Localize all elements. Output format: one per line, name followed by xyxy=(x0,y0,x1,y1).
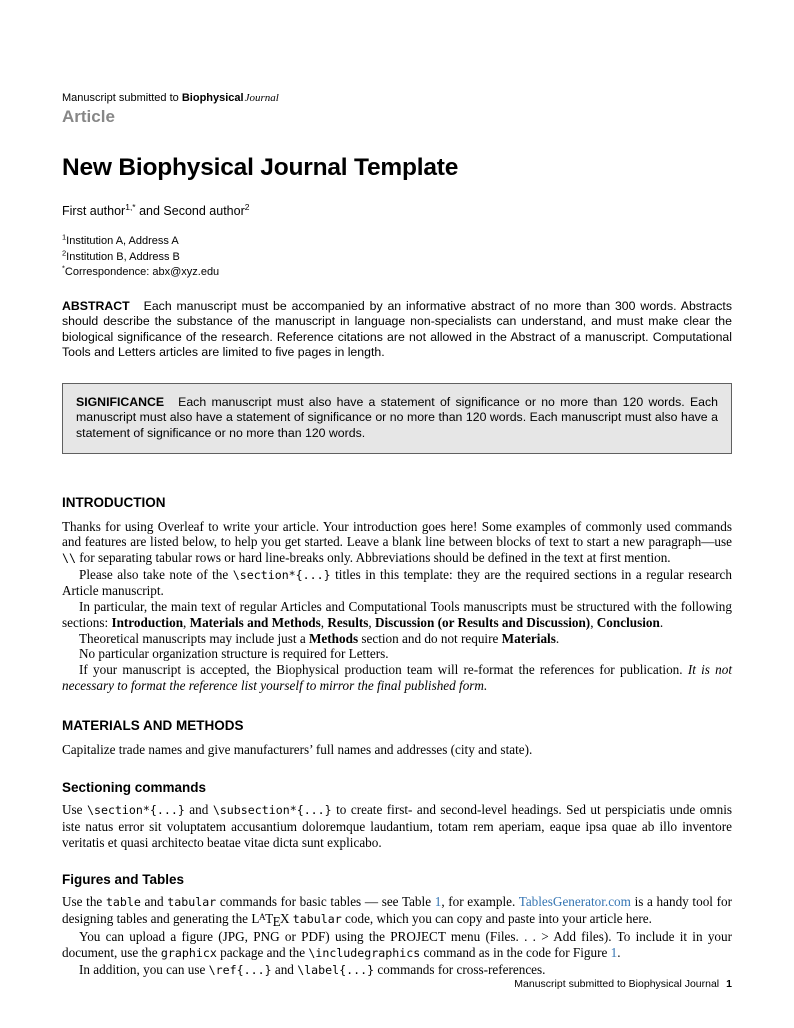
intro-paragraph-3 xyxy=(62,599,732,630)
affiliations-block xyxy=(62,234,732,281)
page-number: 1 xyxy=(726,978,732,990)
subsection-heading-sectioning-commands: Sectioning commands xyxy=(62,780,207,796)
text-plain: and Second author xyxy=(135,204,245,218)
correspondence-line xyxy=(62,265,732,281)
materials-paragraph xyxy=(62,742,732,758)
text-plain: X xyxy=(279,911,290,927)
figure-1-ref[interactable]: 1 xyxy=(610,945,618,961)
text-sup: 2 xyxy=(244,201,250,212)
text-plain: Thanks for using Overleaf to write your article. Your introduction goes here! Some examples of commonly used commands and features are listed below, to help you get started. Leave a blank line between blocks of text to start a new paragraph—use xyxy=(62,518,732,550)
figures-paragraph-2 xyxy=(62,929,732,961)
text-plain: , xyxy=(183,614,190,630)
text-plain: section and do not require xyxy=(358,630,502,646)
text-plain: . xyxy=(659,614,664,630)
text-plain: to create first- and second-level headings. Sed ut perspiciatis unde omnis iste natus error sit voluptatem accusantium doloremque laudantium, totam rem aperiam, eaque ipsa quae ab illo inventore veritatis et quasi architecto beatae vitae dicta sunt explicabo. xyxy=(62,802,732,850)
text-plain: for separating tabular rows or hard line-breaks only. Abbreviations should be defined in the text at first mention. xyxy=(75,550,671,566)
text-plain: and xyxy=(140,894,168,910)
intro-paragraph-6 xyxy=(62,662,732,693)
text-bold: Conclusion xyxy=(596,614,660,630)
text-sup: * xyxy=(62,263,65,273)
sectioning-paragraph xyxy=(62,802,732,850)
text-plain: , xyxy=(590,614,597,630)
text-plain: In particular, the main text of regular Articles and Computational Tools manuscripts must be structured with the following sections: xyxy=(62,599,732,630)
text-latex-a: A xyxy=(258,912,266,923)
figures-paragraph-1 xyxy=(62,894,732,929)
figures-paragraph-3 xyxy=(62,962,732,979)
submission-note xyxy=(62,92,732,104)
text-plain: Please also take note of the xyxy=(79,566,233,582)
text-plain: Institution B, Address B xyxy=(66,250,180,263)
text-plain: L xyxy=(251,911,260,927)
text-latex-e: E xyxy=(272,913,281,929)
text-italic-serif: Journal xyxy=(244,92,279,104)
paper-title: New Biophysical Journal Template xyxy=(62,154,459,181)
intro-paragraph-2 xyxy=(62,567,732,599)
text-plain: Manuscript submitted to Biophysical Journal xyxy=(514,978,720,990)
footer-running-title xyxy=(514,978,732,990)
text-bold: Biophysical xyxy=(181,92,244,104)
text-plain: commands for basic tables — see Table xyxy=(216,894,435,910)
text-plain: and xyxy=(184,802,213,818)
text-plain: and xyxy=(271,961,298,977)
text-mono: \includegraphics xyxy=(308,946,421,961)
text-plain: , for example. xyxy=(441,894,519,910)
text-sup: 2 xyxy=(62,247,67,257)
text-plain: Manuscript submitted to xyxy=(62,92,182,104)
text-mono: table xyxy=(105,895,141,910)
text-mono: graphicx xyxy=(160,946,217,961)
text-plain: , xyxy=(320,614,328,630)
significance-box xyxy=(62,383,732,454)
text-plain: Correspondence: abx@xyz.edu xyxy=(64,266,220,278)
text-bold: Discussion (or Results and Discussion) xyxy=(374,614,591,630)
affiliation-line-2 xyxy=(62,247,732,266)
text-plain: In addition, you can use xyxy=(79,961,209,977)
text-plain: Theoretical manuscripts may include just a xyxy=(79,630,309,646)
text-mono: \section*{...} xyxy=(86,803,185,818)
text-bold: Results xyxy=(327,614,369,630)
text-plain: Institution A, Address A xyxy=(66,235,179,247)
text-plain: commands for cross-references. xyxy=(374,961,546,977)
text-bold: Methods xyxy=(308,630,359,646)
text-mono: \\ xyxy=(62,551,76,566)
text-bold: Introduction xyxy=(111,614,184,630)
text-plain: If your manuscript is accepted, the Biophysical production team will re-format the references for publication. xyxy=(79,661,688,677)
section-heading-introduction: INTRODUCTION xyxy=(62,494,166,510)
text-mono: \ref{...} xyxy=(208,962,272,977)
intro-paragraph-4 xyxy=(62,631,732,647)
text-plain: T xyxy=(265,911,274,927)
text-sup: 1,* xyxy=(125,201,136,212)
text-mono: \section*{...} xyxy=(232,567,331,582)
significance-text xyxy=(76,395,718,442)
text-sup: 1 xyxy=(62,232,67,242)
text-bold: Materials and Methods xyxy=(189,614,321,630)
affiliation-line-1 xyxy=(62,234,732,250)
text-plain: code, which you can copy and paste into your article here. xyxy=(341,911,652,927)
text-plain: Each manuscript must be accompanied by an informative abstract of no more than 300 words. Abstracts should describe the substance of the manuscript in language non-specialists can understand, and must make clear the biological significance of the research. Reference citations are not allowed in the Abstract of a manuscript. Computational Tools and Letters articles are limited to five pages in length. xyxy=(62,298,732,360)
text-plain: is a handy tool for designing tables and generating the xyxy=(62,894,732,927)
text-mono: tabular xyxy=(292,912,342,927)
text-label: SIGNIFICANCE xyxy=(76,394,165,409)
section-heading-materials-and-methods: MATERIALS AND METHODS xyxy=(62,718,244,734)
subsection-heading-figures-and-tables: Figures and Tables xyxy=(62,872,185,888)
authors-line xyxy=(62,201,732,218)
text-plain: First author xyxy=(62,204,126,218)
text-plain: titles in this template: they are the required sections in a regular research Article manuscript. xyxy=(62,566,732,599)
intro-paragraph-1 xyxy=(62,519,732,567)
text-plain: You can upload a figure (JPG, PNG or PDF) using the PROJECT menu (Files. . . > Add files). To include it in your document, use the xyxy=(62,929,732,961)
abstract-paragraph xyxy=(62,299,732,361)
text-mono: \label{...} xyxy=(297,962,375,977)
text-plain: Use the xyxy=(62,894,106,910)
text-plain: Each manuscript must also have a statement of significance or no more than 120 words. Each manuscript must also have a statement of significance or no more than 120 words. Each manuscript must also have a statement of significance or no more than 120 words. xyxy=(76,394,718,441)
text-plain: command as in the code for Figure xyxy=(420,945,611,961)
text-plain: , xyxy=(368,614,375,630)
tables-generator-link[interactable]: TablesGenerator.com xyxy=(518,894,631,910)
text-plain: Capitalize trade names and give manufacturers’ full names and addresses (city and state). xyxy=(62,742,533,758)
text-plain: package and the xyxy=(216,945,309,961)
text-label: ABSTRACT xyxy=(62,298,130,313)
table-1-ref[interactable]: 1 xyxy=(434,894,442,910)
text-mono: tabular xyxy=(167,895,217,910)
text-plain: No particular organization structure is required for Letters. xyxy=(79,646,389,662)
text-plain: . xyxy=(555,630,560,646)
text-bold: Materials xyxy=(501,630,556,646)
text-italic: It is not necessary to format the reference list yourself to mirror the final published form. xyxy=(62,661,732,693)
text-mono: \subsection*{...} xyxy=(212,803,332,818)
text-plain: Use xyxy=(62,802,87,818)
text-plain: . xyxy=(617,945,621,961)
article-type-label: Article xyxy=(62,107,115,126)
intro-paragraph-5 xyxy=(62,646,732,662)
